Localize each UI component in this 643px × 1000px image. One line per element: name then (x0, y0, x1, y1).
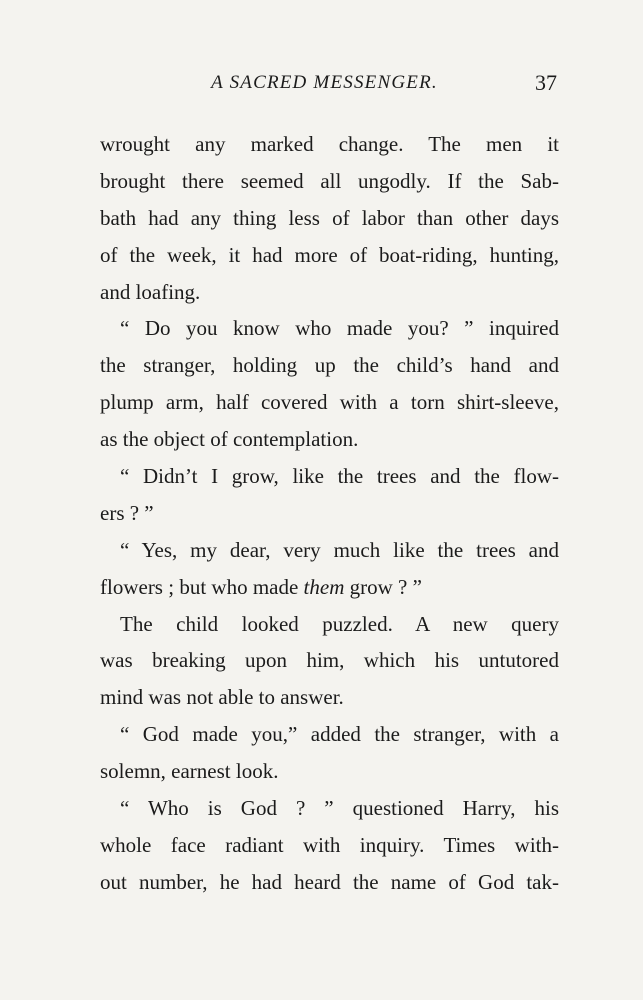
text-line: The child looked puzzled. A new query (120, 611, 559, 636)
text-line: ers ? ” (100, 500, 154, 525)
text-line (100, 569, 559, 606)
text-line: of the week, it had more of boat-riding, hunting, (100, 242, 559, 267)
running-head (100, 72, 559, 102)
text-line: “ Do you know who made you? ” inquired (120, 316, 559, 341)
text-line: out number, he had heard the name of God tak- (100, 869, 559, 894)
text-line: “ Didn’t I grow, like the trees and the flow- (120, 464, 559, 489)
page-number: 37 (535, 70, 557, 95)
running-title: A SACRED MESSENGER. (211, 72, 438, 93)
text-line: mind was not able to answer. (100, 685, 344, 710)
text-line: whole face radiant with inquiry. Times with- (100, 832, 559, 857)
text-line: wrought any marked change. The men it (100, 132, 559, 156)
text-line: plump arm, half covered with a torn shirt-sleeve, (100, 390, 559, 415)
text-line: “ Yes, my dear, very much like the trees and (120, 537, 559, 562)
text-line: as the object of contemplation. (100, 427, 359, 452)
text-line: and loafing. (100, 279, 201, 304)
text-line: the stranger, holding up the child’s hand and (100, 353, 559, 378)
text-line: bath had any thing less of labor than other days (100, 205, 559, 230)
text-segment: grow ? ” (344, 574, 422, 599)
text-line: was breaking upon him, which his untutored (100, 648, 559, 673)
text-line: “ God made you,” added the stranger, with a (120, 722, 559, 747)
text-line: brought there seemed all ungodly. If the Sab- (100, 168, 559, 193)
text-line: solemn, earnest look. (100, 759, 279, 784)
body-text (100, 126, 559, 901)
text-segment: flowers ; but who made (100, 574, 304, 599)
emphasized-word: them (303, 574, 345, 599)
text-line: “ Who is God ? ” questioned Harry, his (120, 796, 559, 821)
